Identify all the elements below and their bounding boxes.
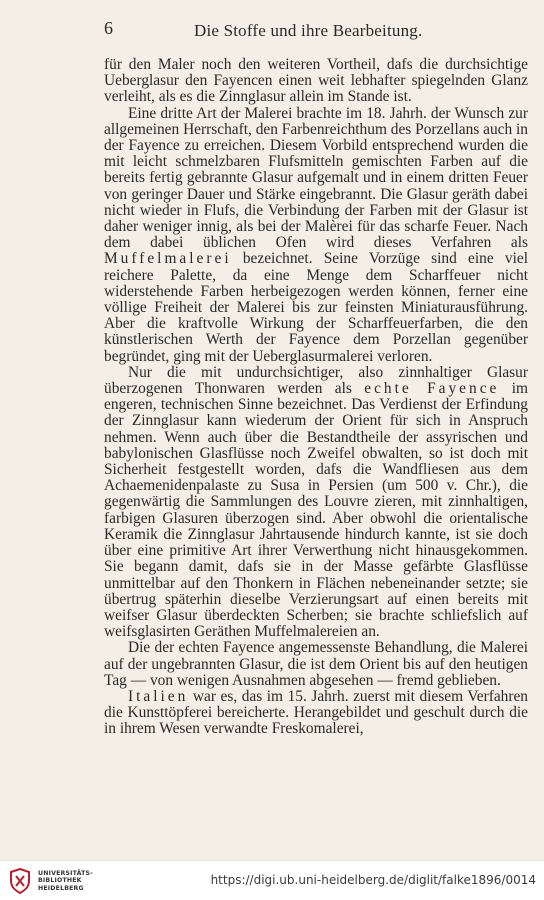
library-logo[interactable] bbox=[8, 867, 128, 895]
viewer-footer bbox=[0, 860, 544, 900]
paragraph-2-text-a: Eine dritte Art der Malerei brachte im 18. Jahrh. der Wunsch zur allgemeinen Herrschaft, den Farbenreichthum des Porzellans auch in der Fayence zu erreichen. Diesem Vorbild entsprechend wurden die mit leicht schmelzbaren Flufsmitteln gemischten Farben auf die bereits fertig gebrannte Glasur aufgemalt und in einem dritten Feuer von geringer Dauer und Stärke eingebrannt. Die Glasur geräth dabei nicht wieder in Flufs, die Verbindung der Farben mit der Glasur ist daher weniger innig, als bei der Malèrei für das scharfe Feuer. Nach dem dabei üblichen Ofen wird dieses Verfahren als bbox=[104, 104, 528, 252]
paragraph-3-text-a: Nur die mit undurchsichtiger, also zinnhaltiger Glasur überzogenen Thonwaren werden als bbox=[104, 363, 528, 398]
paragraph-3-text-b: im engeren, technischen Sinne bezeichnet. Das Verdienst der Erfindung der Zinnglasur kann wiederum der Orient für sich in Anspruch nehmen. Wenn auch über die Bestandtheile der assyrischen und babylonischen Glasflüsse noch Zweifel obwalten, so ist doch mit Sicherheit festgestellt worden, dafs die Wandfliesen aus dem Achaemenidenpalaste zu Susa in Persien (um 500 v. Chr.), die gegenwärtig die Sammlungen des Louvre zieren, mit zinnhaltigen, farbigen Glasuren überzogen sind. Aber obwohl die orientalische Keramik die Zinnglasur Jahrtausende hindurch kannte, ist sie doch über eine primitive Art ihrer Verwerthung nicht hinausgekommen. Sie begann damit, dafs sie in der Masse gefärbte Glasflüsse unmittelbar auf den Thonkern in Flächen nebeneinander setzte; sie übertrug späterhin dieselbe Verzierungsart auf einen bereits mit weifser Glasur überdeckten Scherben; sie brachte schliefslich auf weifsglasirten Geräthen Muffelmalereien an. bbox=[104, 380, 528, 641]
logo-line-1: UNIVERSITÄTS- bbox=[38, 869, 93, 877]
emphasis-italien: Italien bbox=[128, 687, 189, 705]
paragraph-3 bbox=[104, 365, 528, 640]
emphasis-echte-fayence: echte Fayence bbox=[364, 380, 500, 398]
library-seal-icon bbox=[8, 868, 32, 894]
paragraph-4: Die der echten Fayence angemessenste Behandlung, die Malerei auf der ungebrannten Glasur, die ist dem Orient bis auf den heutigen Tag — von wenigen Ausnahmen abgesehen — fremd geblieben. bbox=[104, 639, 528, 689]
page-number: 6 bbox=[104, 18, 113, 38]
body-text bbox=[104, 57, 528, 738]
permalink-url[interactable]: https://digi.ub.uni-heidelberg.de/diglit/falke1896/0014 bbox=[210, 873, 536, 887]
paragraph-1: für den Maler noch den weiteren Vortheil, dafs die durchsichtige Ueberglasur den Fayencen einen weit lebhafter spiegelnden Glanz verleiht, als es die Zinnglasur allein im Stande ist. bbox=[104, 56, 528, 106]
paragraph-2-text-b: bezeichnet. Seine Vorzüge sind eine viel reichere Palette, da eine Menge dem Scharffeuer nicht widerstehende Farben herbeigezogen werden können, ferner eine völlige Freiheit der Malerei bis zur feinsten Miniaturausführung. Aber die kraftvolle Wirkung der Scharffeuerfarben, die den künstlerischen Werth der Fayence dem Porzellan gegenüber begründet, ging mit der Ueberglasurmalerei verloren. bbox=[104, 250, 528, 365]
running-title: Die Stoffe und ihre Bearbeitung. bbox=[194, 21, 423, 40]
page-header bbox=[104, 18, 526, 42]
emphasis-muffelmalerei: Muffelmalerei bbox=[104, 250, 232, 268]
paragraph-5-text-b: war es, das im 15. Jahrh. zuerst mit diesem Verfahren die Kunsttöpferei bereicherte. Herangebildet und geschult durch die in ihrem Wesen verwandte Freskomalerei, bbox=[104, 687, 528, 738]
logo-line-2: BIBLIOTHEK bbox=[38, 877, 82, 885]
paragraph-5 bbox=[104, 689, 528, 738]
paragraph-2 bbox=[104, 106, 528, 365]
library-name bbox=[38, 870, 93, 892]
logo-line-3: HEIDELBERG bbox=[38, 884, 84, 892]
